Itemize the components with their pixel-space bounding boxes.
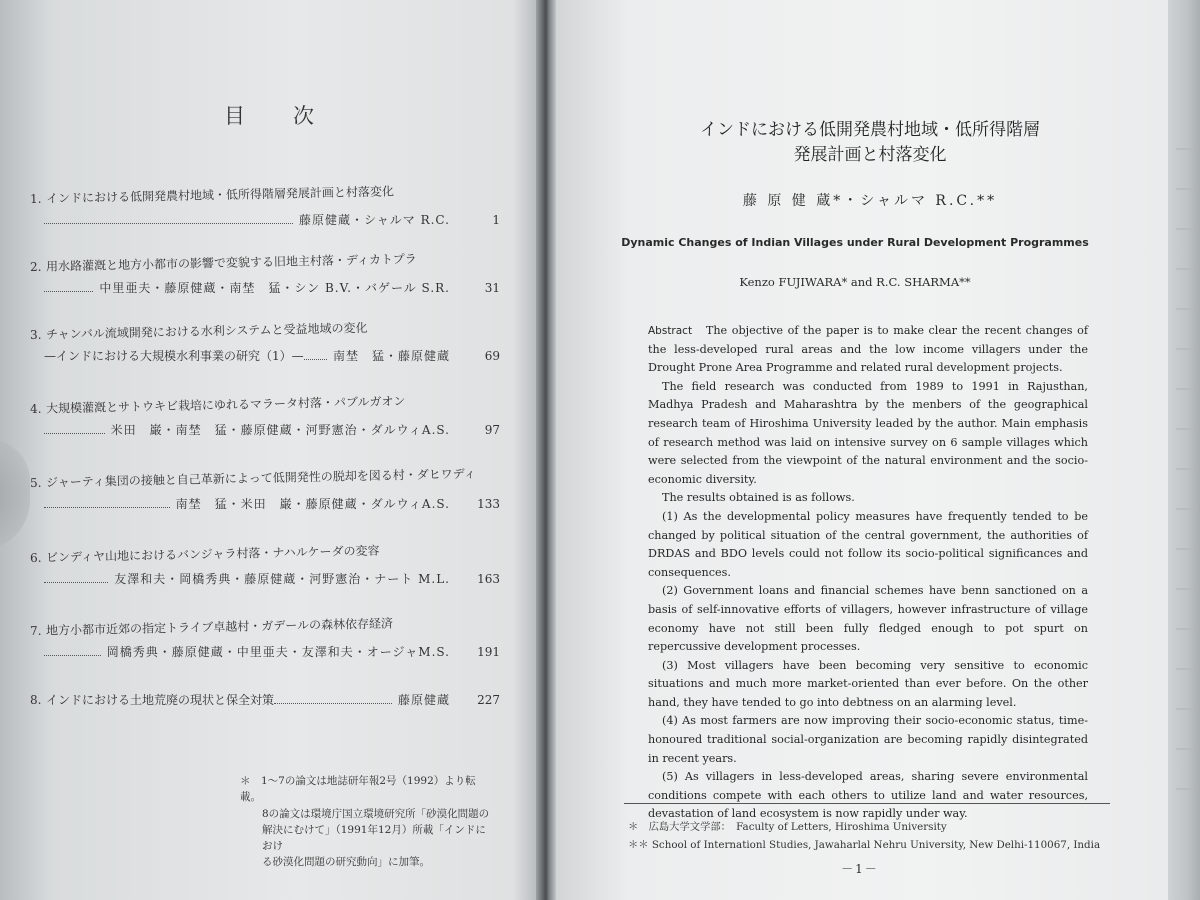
toc-entry-authors: 藤原健蔵・シャルマ R.C. — [299, 213, 450, 227]
leader-dots — [44, 506, 170, 508]
toc-entry-page: 163 — [477, 572, 500, 586]
leader-dots — [44, 432, 105, 434]
toc-entry-authors: 友澤和夫・岡橋秀典・藤原健蔵・河野憲治・ナート M.L. — [114, 572, 450, 586]
toc-entry-page: 97 — [484, 423, 500, 437]
reprint-note — [240, 773, 490, 871]
abstract-paragraph: (4) As most farmers are now improving their socio-economic status, time-honoured traditional social-organization are becoming rapidly disintegrated in recent years. — [648, 714, 1088, 765]
toc-entry-title: インドにおける低開発農村地域・低所得階層発展計画と村落変化 — [45, 184, 395, 206]
toc-entry-page: 69 — [484, 349, 500, 363]
page-stack-lines — [1176, 110, 1198, 810]
abstract-paragraph: (1) As the developmental policy measures have frequently tended to be changed by political situation of the central government, the authorities of DRDAS and BDO levels could not follow its socio-political significances and consequences. — [648, 509, 1088, 579]
abstract — [648, 322, 1088, 824]
toc-entry-number: 7. — [29, 623, 42, 638]
toc-entry-number: 4. — [29, 401, 42, 416]
book-gutter — [536, 0, 558, 900]
abstract-paragraph: (5) As villagers in less-developed areas, sharing severe environmental conditions compete with each others to utilize land and water resources, devastation of land ecosystem is now rapidly under way. — [648, 770, 1088, 821]
toc-entry-6 — [29, 543, 500, 587]
toc-entry-1 — [29, 184, 500, 228]
leader-dots — [44, 581, 108, 583]
toc-entry-number: 3. — [29, 327, 42, 342]
toc-entry-page: 191 — [477, 645, 500, 659]
toc-entry-title: インドにおける土地荒廃の現状と保全対策 — [46, 693, 275, 707]
abstract-paragraph: (2) Government loans and financial schemes have benn sanctioned on a basis of self-innovative efforts of villagers, however infrastructure of village economy have not still been fully fledged enough to pot spurt on repercussive development processes. — [648, 584, 1088, 654]
toc-entry-number: 8. — [30, 693, 42, 707]
toc-entry-authors: 岡橋秀典・藤原健蔵・中里亜夫・友澤和夫・オージャM.S. — [106, 645, 450, 659]
article-title-jp-line2: 発展計画と村落変化 — [793, 145, 947, 165]
note-line: ＊ 1〜7の論文は地誌研年報2号（1992）より転載。 — [240, 775, 476, 804]
toc-entry-authors: 藤原健蔵 — [397, 693, 450, 707]
article — [620, 0, 1110, 900]
toc-entry-page: 227 — [477, 693, 500, 707]
leader-dots — [44, 290, 93, 292]
note-line: 解決にむけて」（1991年12月）所載「インドにおけ — [262, 823, 486, 853]
article-title-en: Dynamic Changes of Indian Villages under Rural Development Programmes — [621, 236, 1089, 249]
toc-entry-8 — [30, 687, 500, 708]
leader-dots — [274, 702, 392, 704]
toc-entry-title: 用水路灌漑と地方小都市の影響で変貌する旧地主村落・ディカトプラ — [45, 251, 417, 274]
leader-dots — [304, 358, 327, 360]
toc-entry-5 — [29, 466, 500, 512]
article-title-jp-line1: インドにおける低開発農村地域・低所得階層 — [700, 120, 1040, 140]
abstract-paragraph — [648, 322, 1088, 378]
toc-entry-number: 2. — [29, 259, 42, 274]
toc-entry-authors: 南埜 猛・藤原健蔵 — [332, 349, 450, 363]
toc-entry-title: ジャーティ集団の接触と自己革新によって低開発性の脱却を図る村・ダヒワディ — [45, 466, 476, 490]
note-line: 8の論文は環境庁国立環境研究所「砂漠化問題の — [262, 807, 490, 820]
toc-entry-title: ビンディヤ山地におけるバンジャラ村落・ナハルケーダの変容 — [45, 543, 380, 565]
abstract-paragraph: (3) Most villagers have been becoming very sensitive to economic situations and much more market-oriented than ever before. On the other hand, they have tended to go into debtness on an alarming level. — [648, 658, 1088, 709]
toc-entry-number: 1. — [29, 191, 42, 206]
toc-entry-page: 133 — [477, 497, 500, 511]
toc-entry-2 — [29, 251, 500, 296]
toc-entry-page: 31 — [484, 281, 500, 295]
toc-entry-title: 大規模灌漑とサトウキビ栽培にゆれるマラータ村落・パブルガオン — [45, 394, 406, 416]
footnote-2: ＊＊ School of Internationl Studies, Jawaharlal Nehru University, New Delhi-110067, India — [628, 839, 1101, 851]
toc-entry-3 — [29, 320, 500, 364]
toc-entry-number: 6. — [29, 550, 42, 565]
toc-entry-subtitle: —インドにおける大規模水利事業の研究（1）— — [44, 349, 304, 363]
note-line: る砂漠化問題の研究動向」に加筆。 — [262, 856, 430, 869]
page-number: －1－ — [841, 862, 879, 876]
toc-entry-title: チャンバル流域開発における水利システムと受益地域の変化 — [45, 320, 368, 342]
toc-entry-title: 地方小都市近郊の指定トライブ卓越村・ガデールの森林依存経済 — [45, 616, 394, 638]
footnote-divider — [624, 803, 1110, 804]
article-authors-en: Kenzo FUJIWARA* and R.C. SHARMA** — [739, 275, 971, 289]
abstract-paragraph: The results obtained is as follows. — [662, 491, 855, 505]
toc-entry-authors: 中里亜夫・藤原健蔵・南埜 猛・シン B.V.・バゲール S.R. — [99, 281, 450, 295]
footnote-1: ＊ 広島大学文学部： Faculty of Letters, Hiroshima University — [628, 821, 947, 833]
toc-entry-authors: 南埜 猛・米田 巌・藤原健蔵・ダルウィA.S. — [175, 497, 450, 511]
article-authors-jp: 藤 原 健 蔵*・シャルマ R.C.** — [742, 193, 998, 209]
abstract-text: The objective of the paper is to make clear the recent changes of the less-developed rural areas and the low income villagers under the Drought Prone Area Programme and related rural development projects. — [648, 324, 1088, 375]
abstract-label: Abstract — [648, 325, 693, 337]
toc-entry-7 — [29, 616, 500, 660]
left-page — [0, 0, 540, 900]
leader-dots — [44, 222, 293, 224]
toc-entry-page: 1 — [492, 213, 500, 227]
toc-entry-number: 5. — [29, 475, 42, 490]
toc-entry-authors: 米田 巌・南埜 猛・藤原健蔵・河野憲治・ダルウィA.S. — [110, 423, 450, 437]
toc-entry-4 — [29, 394, 500, 438]
abstract-paragraph: The field research was conducted from 1989 to 1991 in Rajusthan, Madhya Pradesh and Maharashtra by the menbers of the geographical research team of Hiroshima University leaded by the author. Main emphasis of research method was laid on intensive survey on 6 sample villages which were selected from the viewpoint of the natural environment and the socio-economic diversity. — [648, 379, 1088, 486]
leader-dots — [44, 654, 101, 656]
toc-title: 目 次 — [224, 104, 316, 128]
